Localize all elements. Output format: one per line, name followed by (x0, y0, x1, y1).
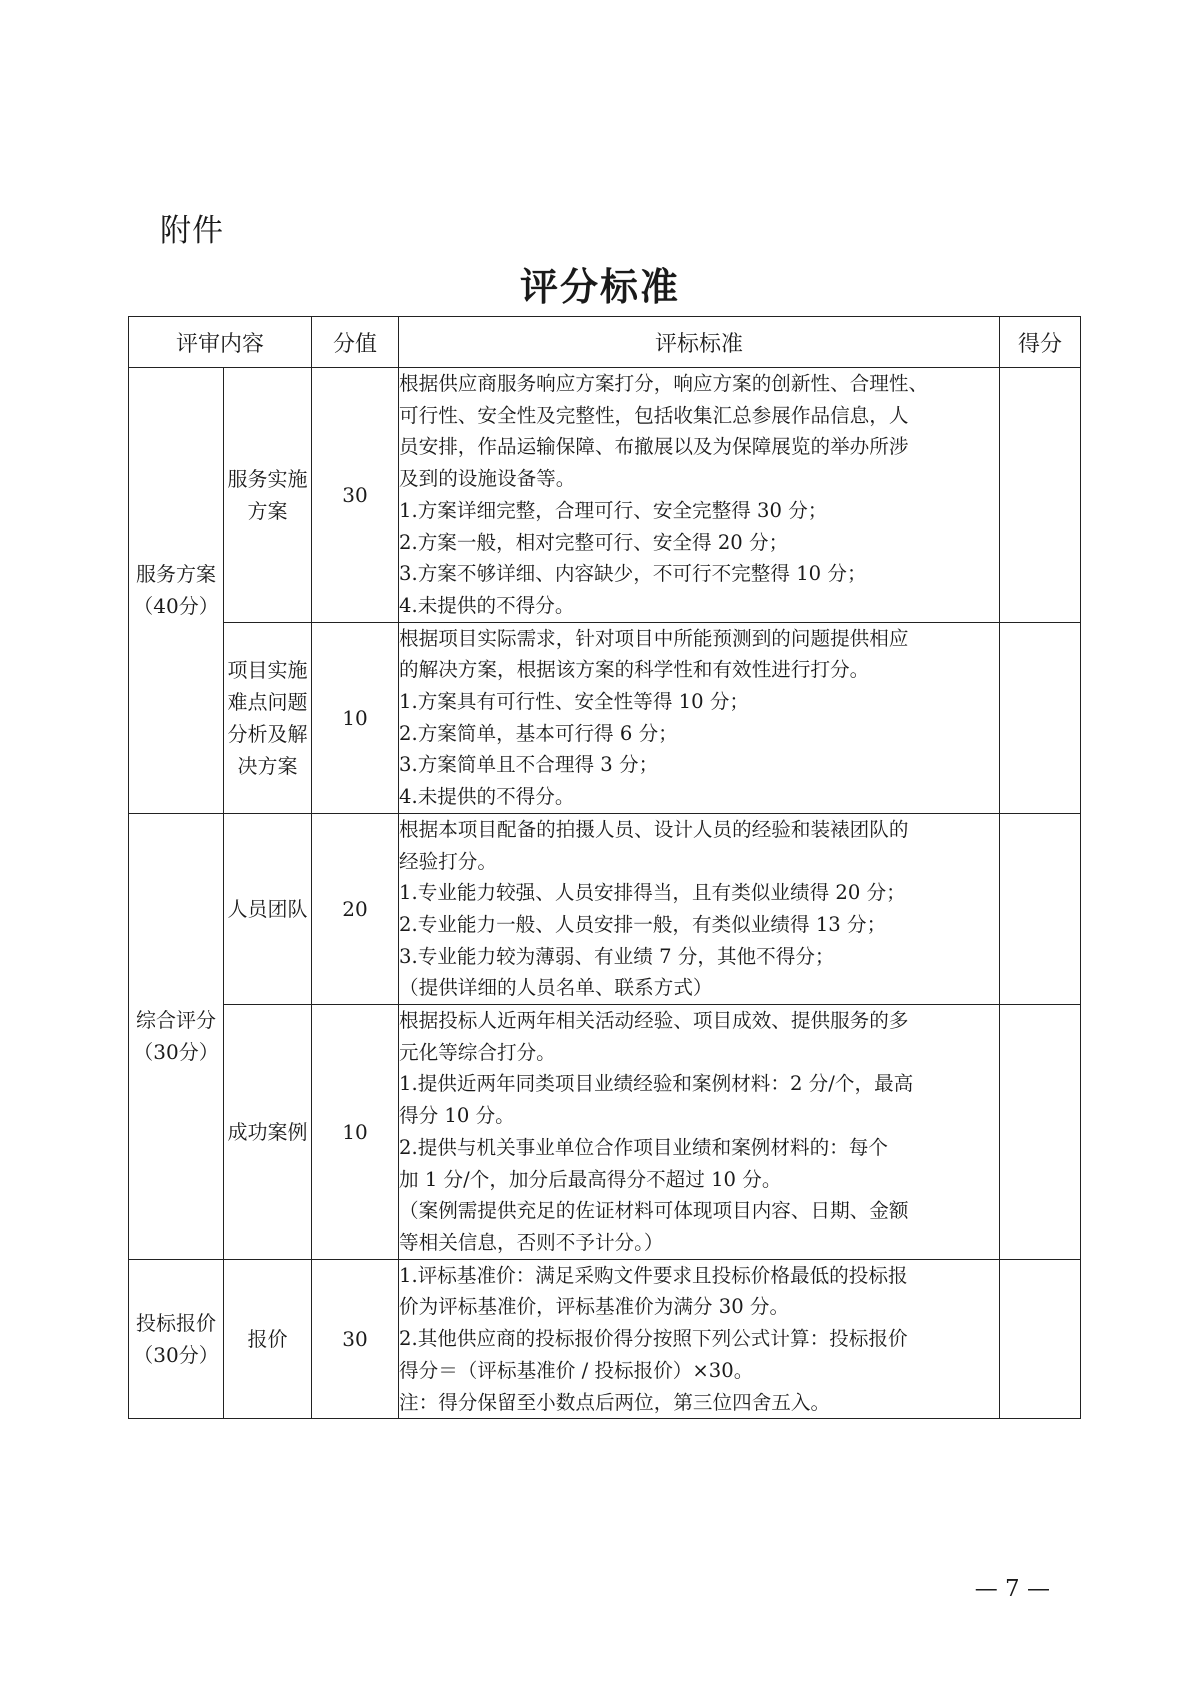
header-points: 分值 (312, 317, 399, 368)
criteria-line: 2.方案简单，基本可行得 6 分； (399, 721, 678, 745)
attachment-label: 附件 (160, 213, 224, 249)
criteria-cell (399, 1259, 1000, 1419)
criteria-line: 及到的设施设备等。 (399, 467, 576, 491)
criteria-line: 根据项目实际需求，针对项目中所能预测到的问题提供相应 (399, 626, 909, 650)
points-cell: 10 (312, 1005, 399, 1260)
criteria-line: 等相关信息，否则不予计分。） (399, 1230, 664, 1254)
criteria-cell (399, 813, 1000, 1004)
score-cell (1000, 368, 1081, 623)
item-cell: 服务实施方案 (224, 368, 312, 623)
criteria-line: 3.方案简单且不合理得 3 分； (399, 753, 659, 777)
score-cell (1000, 1005, 1081, 1260)
criteria-cell (399, 622, 1000, 813)
criteria-cell (399, 368, 1000, 623)
criteria-line: 3.专业能力较为薄弱、有业绩 7 分，其他不得分； (399, 944, 835, 968)
criteria-line: 2.其他供应商的投标报价得分按照下列公式计算：投标报价 (399, 1327, 908, 1351)
criteria-line: 根据供应商服务响应方案打分，响应方案的创新性、合理性、 (399, 372, 929, 395)
criteria-line: 根据本项目配备的拍摄人员、设计人员的经验和装裱团队的 (399, 817, 909, 841)
item-cell: 成功案例 (224, 1005, 312, 1260)
criteria-cell (399, 1005, 1000, 1260)
criteria-line: 注：得分保留至小数点后两位，第三位四舍五入。 (399, 1390, 831, 1414)
criteria-line: 1.方案具有可行性、安全性等得 10 分； (399, 690, 750, 714)
criteria-line: 1.提供近两年同类项目业绩经验和案例材料：2 分/个，最高 (399, 1072, 914, 1096)
criteria-line: 价为评标基准价，评标基准价为满分 30 分。 (399, 1295, 790, 1319)
criteria-line: 2.专业能力一般、人员安排一般，有类似业绩得 13 分； (399, 912, 887, 936)
category-cell: 投标报价（30分） (129, 1259, 224, 1419)
criteria-line: 2.提供与机关事业单位合作项目业绩和案例材料的：每个 (399, 1135, 888, 1159)
item-cell: 报价 (224, 1259, 312, 1419)
page-title: 评分标准 (519, 265, 680, 309)
item-cell: 项目实施难点问题分析及解决方案 (224, 622, 312, 813)
table-header-row (129, 317, 1081, 368)
table-row (129, 813, 1081, 1004)
criteria-line: 1.评标基准价：满足采购文件要求且投标价格最低的投标报 (399, 1263, 908, 1287)
points-cell: 10 (312, 622, 399, 813)
criteria-line: 经验打分。 (399, 849, 497, 873)
score-cell (1000, 1259, 1081, 1419)
criteria-line: 1.方案详细完整，合理可行、安全完整得 30 分； (399, 498, 828, 522)
criteria-line: 加 1 分/个，加分后最高得分不超过 10 分。 (399, 1167, 782, 1191)
criteria-line: （提供详细的人员名单、联系方式） (399, 976, 713, 1000)
category-cell: 服务方案（40分） (129, 368, 224, 814)
item-cell: 人员团队 (224, 813, 312, 1004)
score-cell (1000, 622, 1081, 813)
table-row (129, 622, 1081, 813)
criteria-line: 4.未提供的不得分。 (399, 785, 575, 809)
table-row (129, 1259, 1081, 1419)
page-number: — 7 — (974, 1576, 1050, 1602)
header-score: 得分 (1000, 317, 1081, 368)
points-cell: 30 (312, 368, 399, 623)
criteria-line: （案例需提供充足的佐证材料可体现项目内容、日期、金额 (399, 1199, 909, 1223)
criteria-line: 得分＝（评标基准价 / 投标报价）×30。 (399, 1358, 754, 1382)
points-cell: 20 (312, 813, 399, 1004)
criteria-line: 3.方案不够详细、内容缺少，不可行不完整得 10 分； (399, 562, 867, 586)
criteria-line: 4.未提供的不得分。 (399, 593, 575, 617)
criteria-line: 员安排，作品运输保障、布撤展以及为保障展览的举办所涉 (399, 435, 909, 459)
criteria-line: 2.方案一般，相对完整可行、安全得 20 分； (399, 530, 789, 554)
criteria-line: 的解决方案，根据该方案的科学性和有效性进行打分。 (399, 658, 870, 682)
points-cell: 30 (312, 1259, 399, 1419)
criteria-line: 根据投标人近两年相关活动经验、项目成效、提供服务的多 (399, 1009, 909, 1033)
header-content: 评审内容 (129, 317, 312, 368)
criteria-line: 元化等综合打分。 (399, 1040, 556, 1064)
criteria-line: 1.专业能力较强、人员安排得当，且有类似业绩得 20 分； (399, 881, 906, 905)
category-cell: 综合评分（30分） (129, 813, 224, 1259)
criteria-line: 可行性、安全性及完整性，包括收集汇总参展作品信息，人 (399, 403, 909, 427)
scoring-table (128, 316, 1081, 1419)
header-criteria: 评标标准 (399, 317, 1000, 368)
table-row (129, 368, 1081, 623)
score-cell (1000, 813, 1081, 1004)
table-row (129, 1005, 1081, 1260)
criteria-line: 得分 10 分。 (399, 1104, 515, 1128)
